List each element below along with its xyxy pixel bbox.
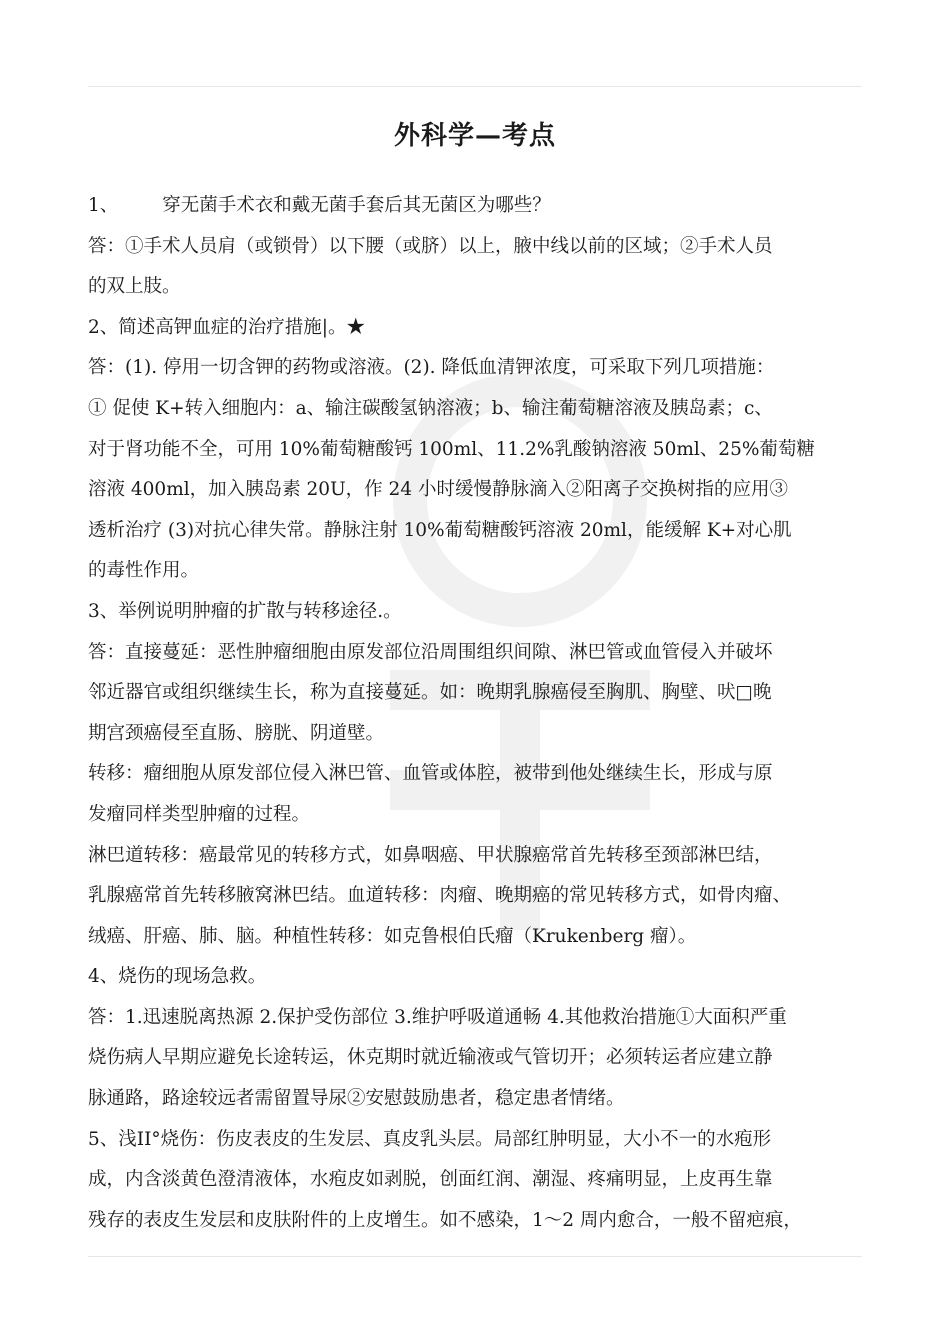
text-line: 的毒性作用。 bbox=[88, 560, 200, 582]
text-line: 答：①手术人员肩（或锁骨）以下腰（或脐）以上，腋中线以前的区域；②手术人员 bbox=[88, 235, 773, 257]
text-line: 邻近器官或组织继续生长，称为直接蔓延。如：晚期乳腺癌侵至胸肌、胸壁、吠□晚 bbox=[88, 682, 772, 704]
bottom-divider bbox=[88, 1256, 862, 1257]
text-line: 绒癌、肝癌、肺、脑。种植性转移：如克鲁根伯氏瘤（Krukenberg 瘤）。 bbox=[88, 925, 697, 947]
question-number: 1、 bbox=[88, 195, 119, 216]
text-line: ① 促使 K+转入细胞内：a、输注碳酸氢钠溶液；b、输注葡萄糖溶液及胰岛素；c、 bbox=[88, 397, 773, 419]
text-line: 答：(1). 停用一切含钾的药物或溶液。(2). 降低血清钾浓度，可采取下列几项措施： bbox=[88, 357, 775, 379]
text-line: 残存的表皮生发层和皮肤附件的上皮增生。如不感染，1～2 周内愈合，一般不留疤痕， bbox=[88, 1209, 802, 1231]
text-line: 的双上肢。 bbox=[88, 276, 181, 298]
question-5-line: 5、浅II°烧伤：伤皮表皮的生发层、真皮乳头层。局部红肿明显，大小不一的水疱形 bbox=[88, 1128, 772, 1150]
text-line: 期宫颈癌侵至直肠、膀胱、阴道壁。 bbox=[88, 722, 385, 744]
top-divider bbox=[88, 86, 862, 87]
text-line: 乳腺癌常首先转移腋窝淋巴结。血道转移：肉瘤、晚期癌的常见转移方式，如骨肉瘤、 bbox=[88, 885, 792, 907]
question-3-line: 3、举例说明肿瘤的扩散与转移途径.。 bbox=[88, 600, 402, 622]
question-4-line: 4、烧伤的现场急救。 bbox=[88, 966, 267, 988]
text-line: 转移：瘤细胞从原发部位侵入淋巴管、血管或体腔，被带到他处继续生长，形成与原 bbox=[88, 763, 773, 785]
text-line: 答：1.迅速脱离热源 2.保护受伤部位 3.维护呼吸道通畅 4.其他救治措施①大面积严重 bbox=[88, 1006, 787, 1028]
text-line: 对于肾功能不全，可用 10%葡萄糖酸钙 100ml、11.2%乳酸钠溶液 50ml、25%葡萄糖 bbox=[88, 438, 815, 460]
document-body bbox=[88, 186, 868, 1241]
text-line: 答：直接蔓延：恶性肿瘤细胞由原发部位沿周围组织间隙、淋巴管或血管侵入并破坏 bbox=[88, 641, 773, 663]
question-1-line bbox=[88, 186, 868, 227]
text-line: 发瘤同样类型肿瘤的过程。 bbox=[88, 803, 311, 825]
text-line: 脉通路，路途较远者需留置导尿②安慰鼓励患者，稳定患者情绪。 bbox=[88, 1088, 625, 1110]
text-line: 烧伤病人早期应避免长途转运，休克期时就近输液或气管切开；必须转运者应建立静 bbox=[88, 1047, 773, 1069]
question-2-line: 2、简述高钾血症的治疗措施|。★ bbox=[88, 316, 366, 338]
document-title: 外科学—考点 bbox=[393, 121, 556, 151]
text-line: 成，内含淡黄色澄清液体，水疱皮如剥脱，创面红润、潮湿、疼痛明显，上皮再生靠 bbox=[88, 1169, 773, 1191]
question-text: 穿无菌手术衣和戴无菌手套后其无菌区为哪些？ bbox=[162, 195, 551, 216]
text-line: 淋巴道转移：癌最常见的转移方式，如鼻咽癌、甲状腺癌常首先转移至颈部淋巴结， bbox=[88, 844, 773, 866]
text-line: 透析治疗 (3)对抗心律失常。静脉注射 10%葡萄糖酸钙溶液 20ml，能缓解 K+对心肌 bbox=[88, 519, 792, 541]
text-line: 溶液 400ml，加入胰岛素 20U，作 24 小时缓慢静脉滴入②阳离子交换树指的应用③ bbox=[88, 479, 788, 501]
